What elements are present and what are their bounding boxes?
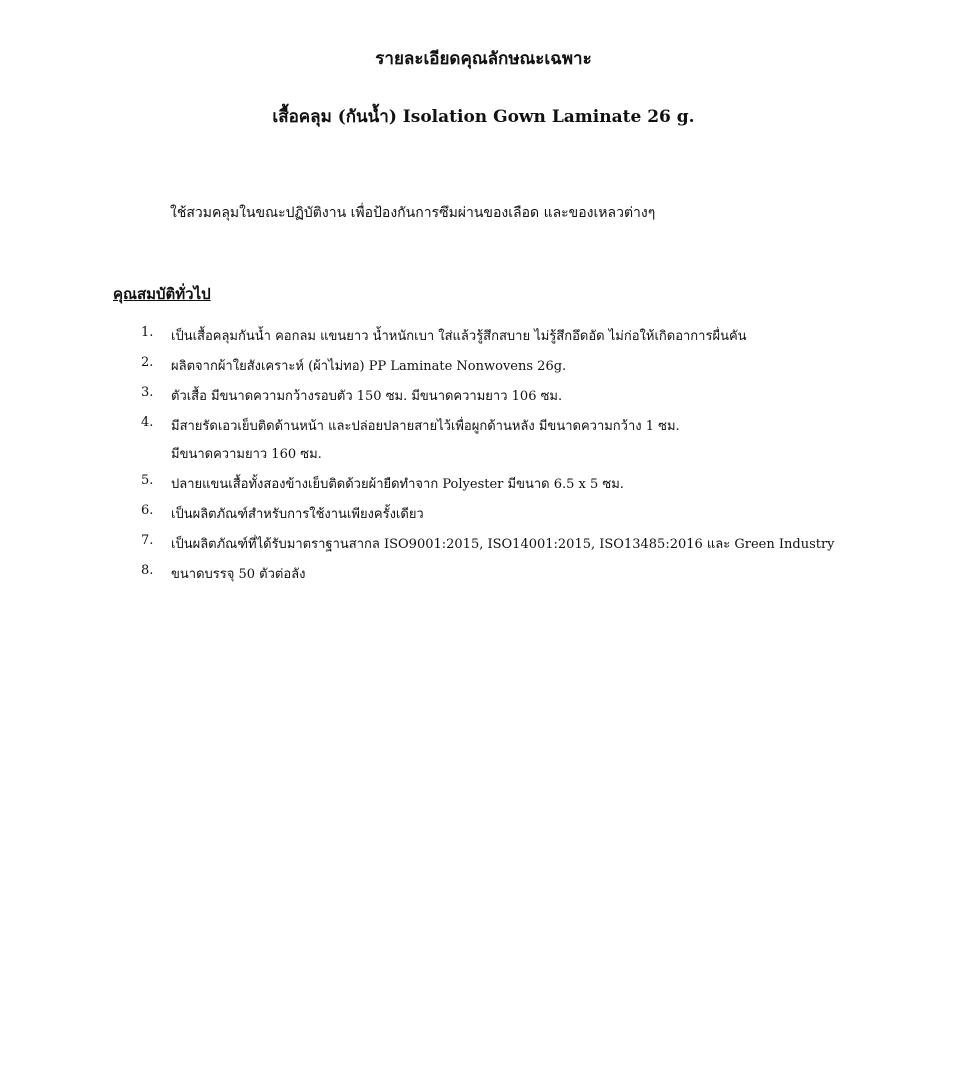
spec-number: 1. xyxy=(141,325,154,340)
spec-item xyxy=(0,503,967,533)
spec-number: 7. xyxy=(141,533,154,548)
spec-text: ผลิตจากผ้าใยสังเคราะห์ (ผ้าไม่ทอ) PP Laminate Nonwovens 26g. xyxy=(171,359,567,374)
spec-number: 4. xyxy=(141,415,154,430)
spec-text-line: มีขนาดความยาว 160 ซม. xyxy=(171,447,322,462)
document-title: รายละเอียดคุณลักษณะเฉพาะ xyxy=(375,49,592,69)
spec-number: 6. xyxy=(141,503,154,518)
spec-text-line: มีสายรัดเอวเย็บติดด้านหน้า และปล่อยปลายสายไว้เพื่อผูกด้านหลัง มีขนาดความกว้าง 1 ซม. xyxy=(171,419,680,434)
spec-text: ตัวเสื้อ มีขนาดความกว้างรอบตัว 150 ซม. มีขนาดความยาว 106 ซม. xyxy=(171,389,563,404)
spec-item xyxy=(0,355,967,385)
spec-text: ขนาดบรรจุ 50 ตัวต่อลัง xyxy=(171,567,306,582)
spec-text: ปลายแขนเสื้อทั้งสองข้างเย็บติดด้วยผ้ายืดทำจาก Polyester มีขนาด 6.5 x 5 ซม. xyxy=(171,477,624,492)
spec-number: 5. xyxy=(141,473,154,488)
spec-text: เป็นผลิตภัณฑ์สำหรับการใช้งานเพียงครั้งเดียว xyxy=(171,507,424,522)
spec-text: เป็นเสื้อคลุมกันน้ำ คอกลม แขนยาว น้ำหนักเบา ใส่แล้วรู้สึกสบาย ไม่รู้สึกอึดอัด ไม่ก่อให้เกิดอาการผื่นคัน xyxy=(171,329,747,344)
spec-item xyxy=(0,473,967,503)
spec-item xyxy=(0,533,967,563)
spec-item xyxy=(0,415,967,473)
spec-number: 8. xyxy=(141,563,154,578)
spec-text xyxy=(171,415,680,471)
spec-item xyxy=(0,563,967,593)
section-heading: คุณสมบัติทั่วไป xyxy=(113,285,211,303)
intro-paragraph: ใช้สวมคลุมในขณะปฏิบัติงาน เพื่อป้องกันการซึมผ่านของเลือด และของเหลวต่างๆ xyxy=(170,205,656,221)
spec-number: 3. xyxy=(141,385,154,400)
spec-item xyxy=(0,325,967,355)
spec-number: 2. xyxy=(141,355,154,370)
spec-list xyxy=(0,325,967,593)
product-name: เสื้อคลุม (กันน้ำ) Isolation Gown Laminate 26 g. xyxy=(272,107,695,127)
spec-text: เป็นผลิตภัณฑ์ที่ได้รับมาตราฐานสากล ISO9001:2015, ISO14001:2015, ISO13485:2016 และ Green Industry xyxy=(171,537,835,552)
spec-item xyxy=(0,385,967,415)
